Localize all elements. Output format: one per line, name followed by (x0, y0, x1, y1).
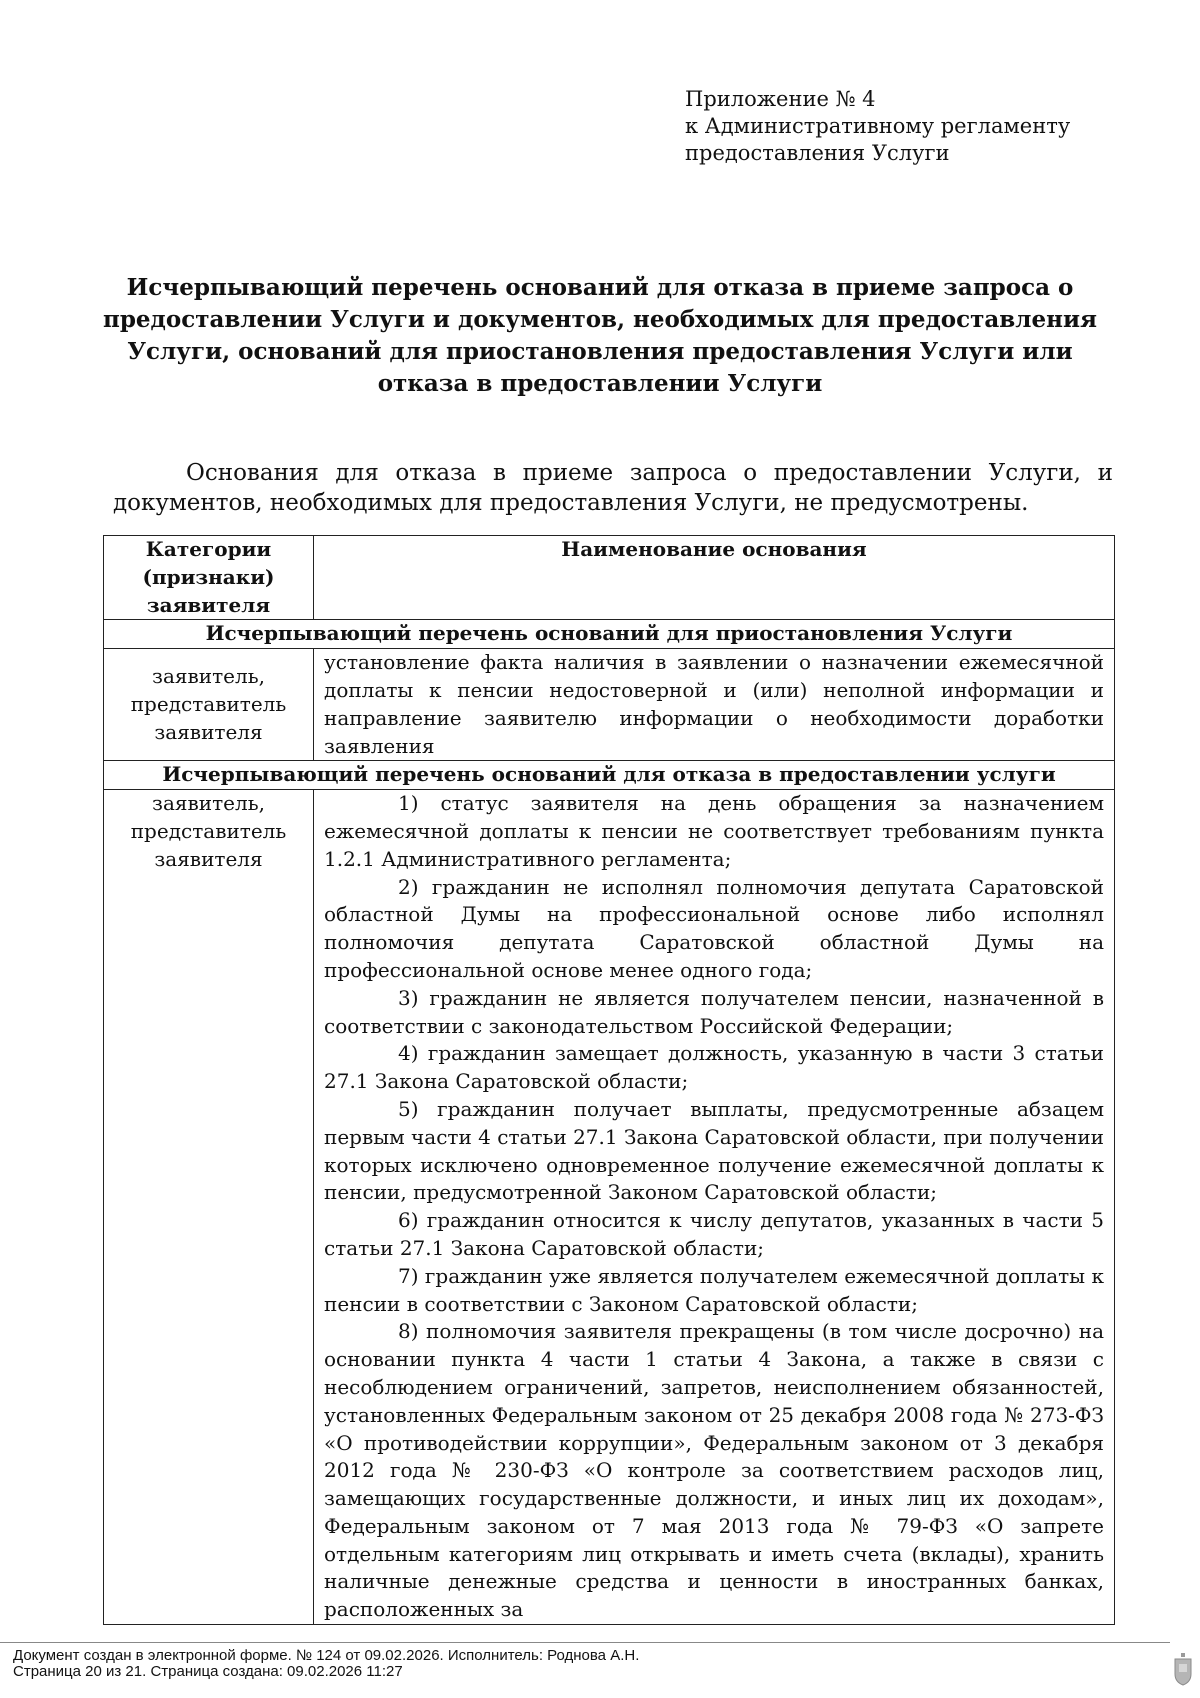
header-applicant-category: Категории (признаки) заявителя (104, 536, 314, 620)
refusal-item-5: 5) гражданин получает выплаты, предусмотренные абзацем первым части 4 статьи 27.1 Закона Саратовской области, при получении которых исключено одновременное получение ежемесячной доплаты к пенсии, предусмотренной Законом Саратовской области; (324, 1096, 1104, 1205)
appendix-line-3: предоставления Услуги (685, 141, 950, 165)
document-title: Исчерпывающий перечень оснований для отказа в приеме запроса о предоставлении Услуги и документов, необходимых для предоставления Услуги, оснований для приостановления предоставления Услуги или отказа в предоставлении Услуги (102, 274, 1098, 397)
header-ground-name: Наименование основания (314, 536, 1115, 620)
refusal-item-6: 6) гражданин относится к числу депутатов, указанных в части 5 статьи 27.1 Закона Саратовской области; (324, 1208, 1104, 1260)
footer (13, 1648, 639, 1680)
table-header-row (104, 536, 1115, 620)
refusal-applicant: заявитель, представитель заявителя (104, 790, 314, 1625)
suspension-applicant: заявитель, представитель заявителя (104, 649, 314, 761)
appendix-line-2: к Административному регламенту (685, 114, 1071, 138)
section-suspension-title: Исчерпывающий перечень оснований для приостановления Услуги (104, 620, 1115, 649)
table-row (104, 649, 1115, 761)
refusal-item-4: 4) гражданин замещает должность, указанную в части 3 статьи 27.1 Закона Саратовской области; (324, 1041, 1104, 1094)
refusal-item-7: 7) гражданин уже является получателем ежемесячной доплаты к пенсии в соответствии с Законом Саратовской области; (324, 1263, 1104, 1316)
appendix-note (685, 86, 1070, 167)
refusal-item-2: 2) гражданин не исполнял полномочия депутата Саратовской областной Думы на профессиональной основе либо исполнял полномочия депутата Саратовской областной Думы на профессиональной основе менее одного года; (324, 874, 1104, 982)
section-refusal-title: Исчерпывающий перечень оснований для отказа в предоставлении услуги (104, 761, 1115, 790)
footer-line-1: Документ создан в электронной форме. № 124 от 09.02.2026. Исполнитель: Роднова А.Н. (13, 1647, 640, 1664)
footer-divider (0, 1642, 1170, 1643)
refusal-item-1: 1) статус заявителя на день обращения за назначением ежемесячной доплаты к пенсии не соответствует требованиям пункта 1.2.1 Административного регламента; (324, 791, 1104, 871)
refusal-item-8: 8) полномочия заявителя прекращены (в том числе досрочно) на основании пункта 4 части 1 статьи 4 Закона, а также в связи с несоблюдением ограничений, запретов, неисполнением обязанностей, установленных Федеральным законом от 25 декабря 2008 года № 273-ФЗ «О противодействии коррупции», Федеральным законом от 3 декабря 2012 года № 230-ФЗ «О контроле за соответствием расходов лиц, замещающих государственные должности, и иных лиц их доходам», Федеральным законом от 7 мая 2013 года № 79-ФЗ «О запрете отдельным категориям лиц открывать и иметь счета (вклады), хранить наличные денежные средства и ценности в иностранных банках, расположенных за (324, 1319, 1104, 1622)
intro-paragraph: Основания для отказа в приеме запроса о предоставлении Услуги, и документов, необходимых для предоставления Услуги, не предусмотрены. (113, 460, 1113, 516)
table-row (104, 790, 1115, 1625)
section-refusal-row (104, 761, 1115, 790)
coat-of-arms-icon (1172, 1652, 1194, 1686)
refusal-item-3: 3) гражданин не является получателем пенсии, назначенной в соответствии с законодательством Российской Федерации; (324, 985, 1104, 1038)
section-suspension-row (104, 620, 1115, 649)
grounds-table (103, 535, 1115, 1625)
suspension-ground: установление факта наличия в заявлении о назначении ежемесячной доплаты к пенсии недостоверной и (или) неполной информации и направление заявителю информации о необходимости доработки заявления (314, 649, 1115, 761)
appendix-line-1: Приложение № 4 (685, 87, 876, 111)
refusal-grounds (314, 790, 1115, 1625)
footer-line-2: Страница 20 из 21. Страница создана: 09.02.2026 11:27 (13, 1663, 403, 1680)
